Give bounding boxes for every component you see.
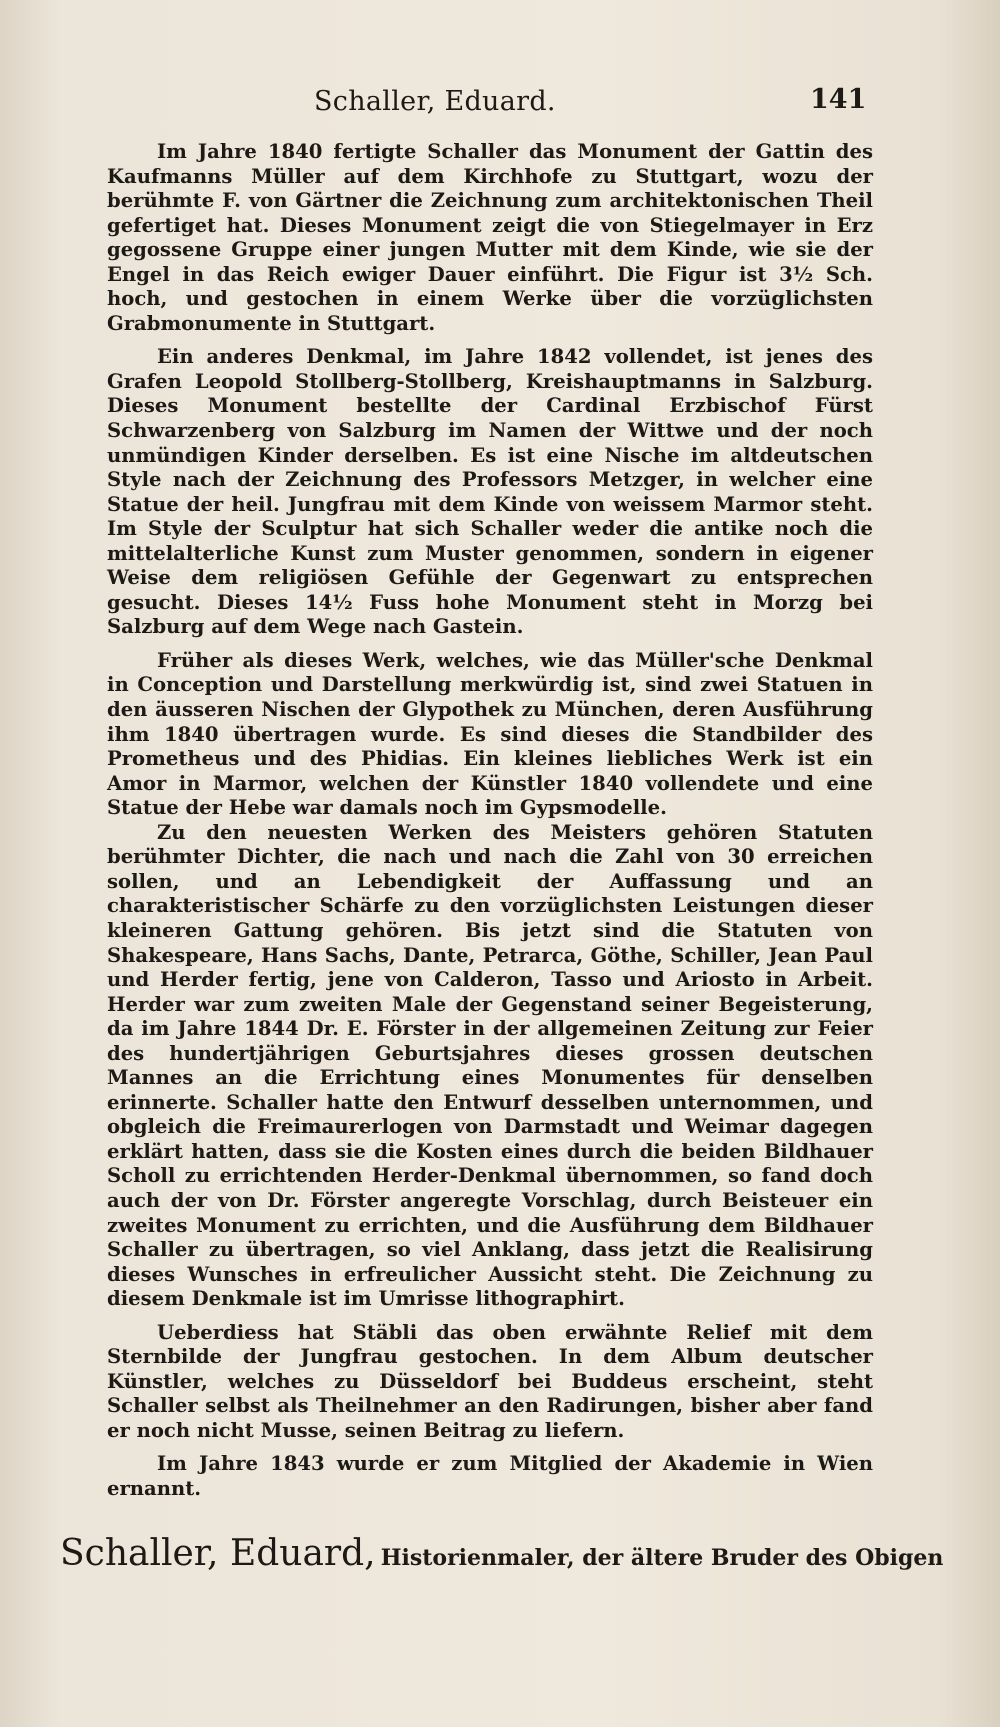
paragraph: Zu den neuesten Werken des Meisters gehören Statuten berühmter Dichter, die nach und nach die Zahl von 30 erreichen sollen, und an Lebendigkeit der Auffassung und an charakteristischer Schärfe zu den vorzüglichsten Leistungen dieser kleineren Gattung gehören. Bis jetzt sind die Statuten von Shakespeare, Hans Sachs, Dante, Petrarca, Göthe, Schiller, Jean Paul und Herder fertig, jene von Calderon, Tasso und Ariosto in Arbeit. Herder war zum zweiten Male der Gegenstand seiner Begeisterung, da im Jahre 1844 Dr. E. Förster in der allgemeinen Zeitung zur Feier des hundertjährigen Geburtsjahres dieses grossen deutschen Mannes an die Errichtung eines Monumentes für denselben erinnerte. Schaller hatte den Entwurf desselben unternommen, und obgleich die Freimaurerlogen von Darmstadt und Weimar dagegen erklärt hatten, dass sie die Kosten eines durch die beiden Bildhauer Scholl zu errichtenden Herder-Denkmal übernommen, so fand doch auch der von Dr. Förster angeregte Vorschlag, durch Beisteuer ein zweites Monument zu errichten, und die Ausführung dem Bildhauer Schaller zu übertragen, so viel Anklang, dass jetzt die Realisirung dieses Wunsches in erfreulicher Aussicht steht. Die Zeichnung zu diesem Denkmale ist im Umrisse lithographirt. bbox=[107, 820, 873, 1311]
paragraph: Im Jahre 1843 wurde er zum Mitglied der Akademie in Wien ernannt. bbox=[107, 1452, 873, 1500]
body-text bbox=[107, 140, 873, 1511]
paragraph: Ueberdiess hat Stäbli das oben erwähnte Relief mit dem Sternbilde der Jungfrau gestochen. In dem Album deutscher Künstler, welches zu Düsseldorf bei Buddeus erscheint, steht Schaller selbst als Theilnehmer an den Radirungen, bisher aber fand er noch nicht Musse, seinen Beitrag zu liefern. bbox=[107, 1320, 873, 1442]
page-header bbox=[0, 82, 1000, 122]
paragraph: Früher als dieses Werk, welches, wie das Müller'sche Denkmal in Conception und Darstellung merkwürdig ist, sind zwei Statuen in den äusseren Nischen der Glypothek zu München, deren Ausführung ihm 1840 übertragen wurde. Es sind dieses die Standbilder des Prometheus und des Phidias. Ein kleines liebliches Werk ist ein Amor in Marmor, welchen der Künstler 1840 vollendete und eine Statue der Hebe war damals noch im Gypsmodelle. bbox=[107, 648, 873, 820]
running-head: Schaller, Eduard. bbox=[314, 86, 556, 117]
page-number: 141 bbox=[810, 84, 867, 115]
paragraph: Ein anderes Denkmal, im Jahre 1842 vollendet, ist jenes des Grafen Leopold Stollberg-Stollberg, Kreishauptmanns in Salzburg. Dieses Monument bestellte der Cardinal Erzbischof Fürst Schwarzenberg von Salzburg im Namen der Wittwe und der noch unmündigen Kinder derselben. Es ist eine Nische im altdeutschen Style nach der Zeichnung des Professors Metzger, in welcher eine Statue der heil. Jungfrau mit dem Kinde von weissem Marmor steht. Im Style der Sculptur hat sich Schaller weder die antike noch die mittelalterliche Kunst zum Muster genommen, sondern in eigener Weise dem religiösen Gefühle der Gegenwart zu entsprechen gesucht. Dieses 14½ Fuss hohe Monument steht in Morzg bei Salzburg auf dem Wege nach Gastein. bbox=[107, 345, 873, 639]
entry-heading: Schaller, Eduard, bbox=[60, 1533, 376, 1574]
paragraph: Im Jahre 1840 fertigte Schaller das Monument der Gattin des Kaufmanns Müller auf dem Kirchhofe zu Stuttgart, wozu der berühmte F. von Gärtner die Zeichnung zum architektonischen Theil gefertiget hat. Dieses Monument zeigt die von Stiegelmayer in Erz gegossene Gruppe einer jungen Mutter mit dem Kinde, wie sie der Engel in das Reich ewiger Dauer einführt. Die Figur ist 3½ Sch. hoch, und gestochen in einem Werke über die vorzüglichsten Grabmonumente in Stuttgart. bbox=[107, 140, 873, 335]
next-entry bbox=[60, 1533, 944, 1574]
entry-description: Historienmaler, der ältere Bruder des Obigen bbox=[380, 1545, 944, 1571]
